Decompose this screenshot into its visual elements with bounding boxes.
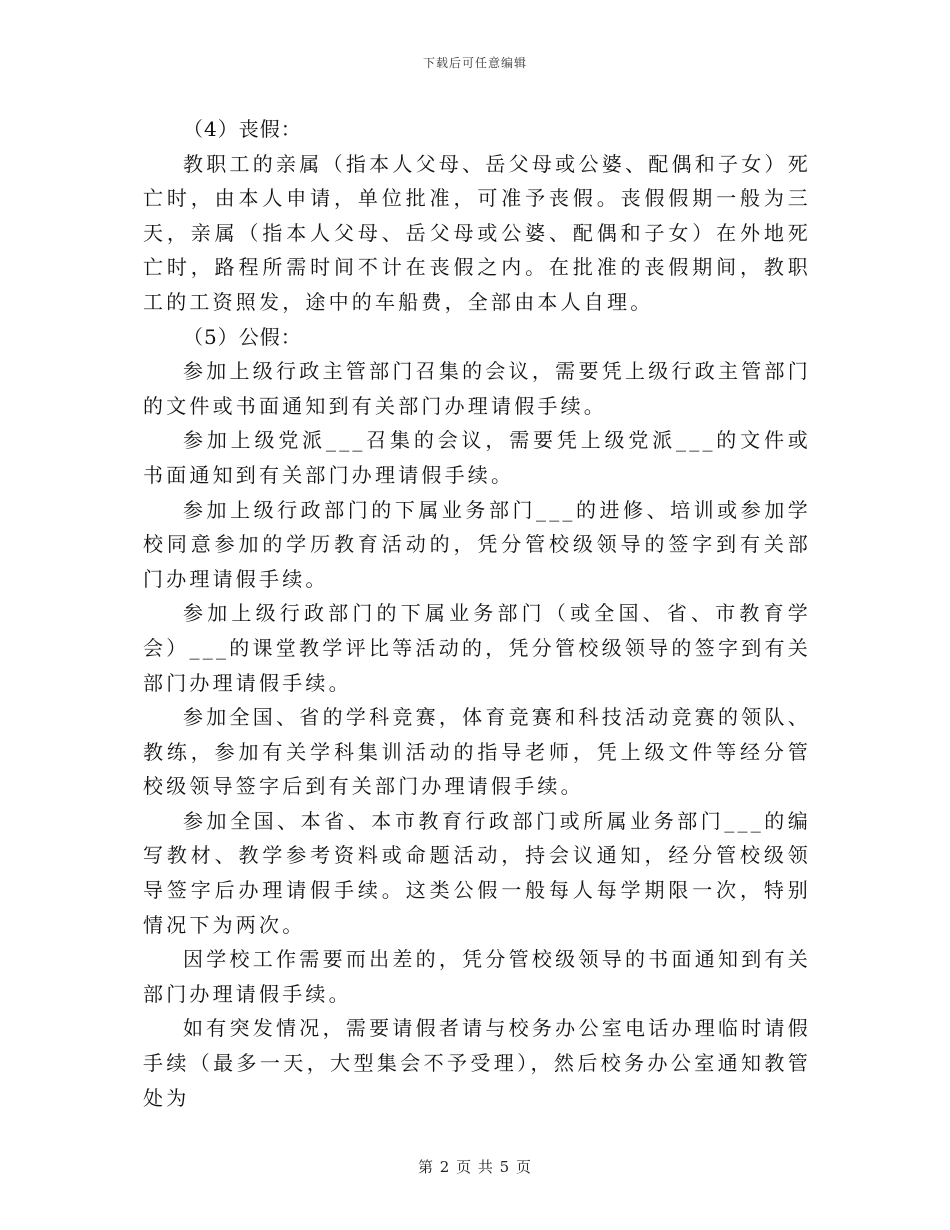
page-header: 下载后可任意编辑 bbox=[422, 56, 527, 70]
page-footer: 第 2 页 共 5 页 bbox=[418, 1158, 532, 1176]
paragraph-subject-competition: 参加全国、省的学科竞赛，体育竞赛和科技活动竞赛的领队、教练，参加有关学科集训活动的指导老师，凭上级文件等经分管校级领导签字后到有关部门办理请假手续。 bbox=[143, 705, 811, 799]
paragraph-business-trip: 因学校工作需要而出差的，凭分管校级领导的书面通知到有关部门办理请假手续。 bbox=[143, 947, 811, 1006]
paragraph-training: 参加上级行政部门的下属业务部门___的进修、培训或参加学校同意参加的学历教育活动的，凭分管校级领导的签字到有关部门办理请假手续。 bbox=[143, 497, 811, 591]
paragraph-party-meeting: 参加上级党派___召集的会议，需要凭上级党派___的文件或书面通知到有关部门办理请假手续。 bbox=[143, 428, 811, 487]
section-heading-bereavement-leave: （4）丧假： bbox=[183, 117, 302, 141]
paragraph-bereavement-leave: 教职工的亲属（指本人父母、岳父母或公婆、配偶和子女）死亡时，由本人申请，单位批准，可准予丧假。丧假假期一般为三天，亲属（指本人父母、岳父母或公婆、配偶和子女）在外地死亡时，路程所需时间不计在丧假之内。在批准的丧假期间，教职工的工资照发，途中的车船费，全部由本人自理。 bbox=[143, 151, 811, 314]
paragraph-textbook-writing: 参加全国、本省、本市教育行政部门或所属业务部门___的编写教材、教学参考资料或命题活动，持会议通知，经分管校级领导签字后办理请假手续。这类公假一般每人每学期限一次，特别情况下为两次。 bbox=[143, 808, 811, 937]
paragraph-teaching-competition: 参加上级行政部门的下属业务部门（或全国、省、市教育学会）___的课堂教学评比等活动的，凭分管校级领导的签字到有关部门办理请假手续。 bbox=[143, 601, 811, 695]
section-heading-official-leave: （5）公假： bbox=[183, 324, 302, 349]
paragraph-official-meeting: 参加上级行政主管部门召集的会议，需要凭上级行政主管部门的文件或书面通知到有关部门办理请假手续。 bbox=[143, 359, 811, 418]
document-body bbox=[143, 112, 811, 1115]
paragraph-emergency: 如有突发情况，需要请假者请与校务办公室电话办理临时请假手续（最多一天，大型集会不予受理），然后校务办公室通知教管处为 bbox=[143, 1016, 811, 1110]
